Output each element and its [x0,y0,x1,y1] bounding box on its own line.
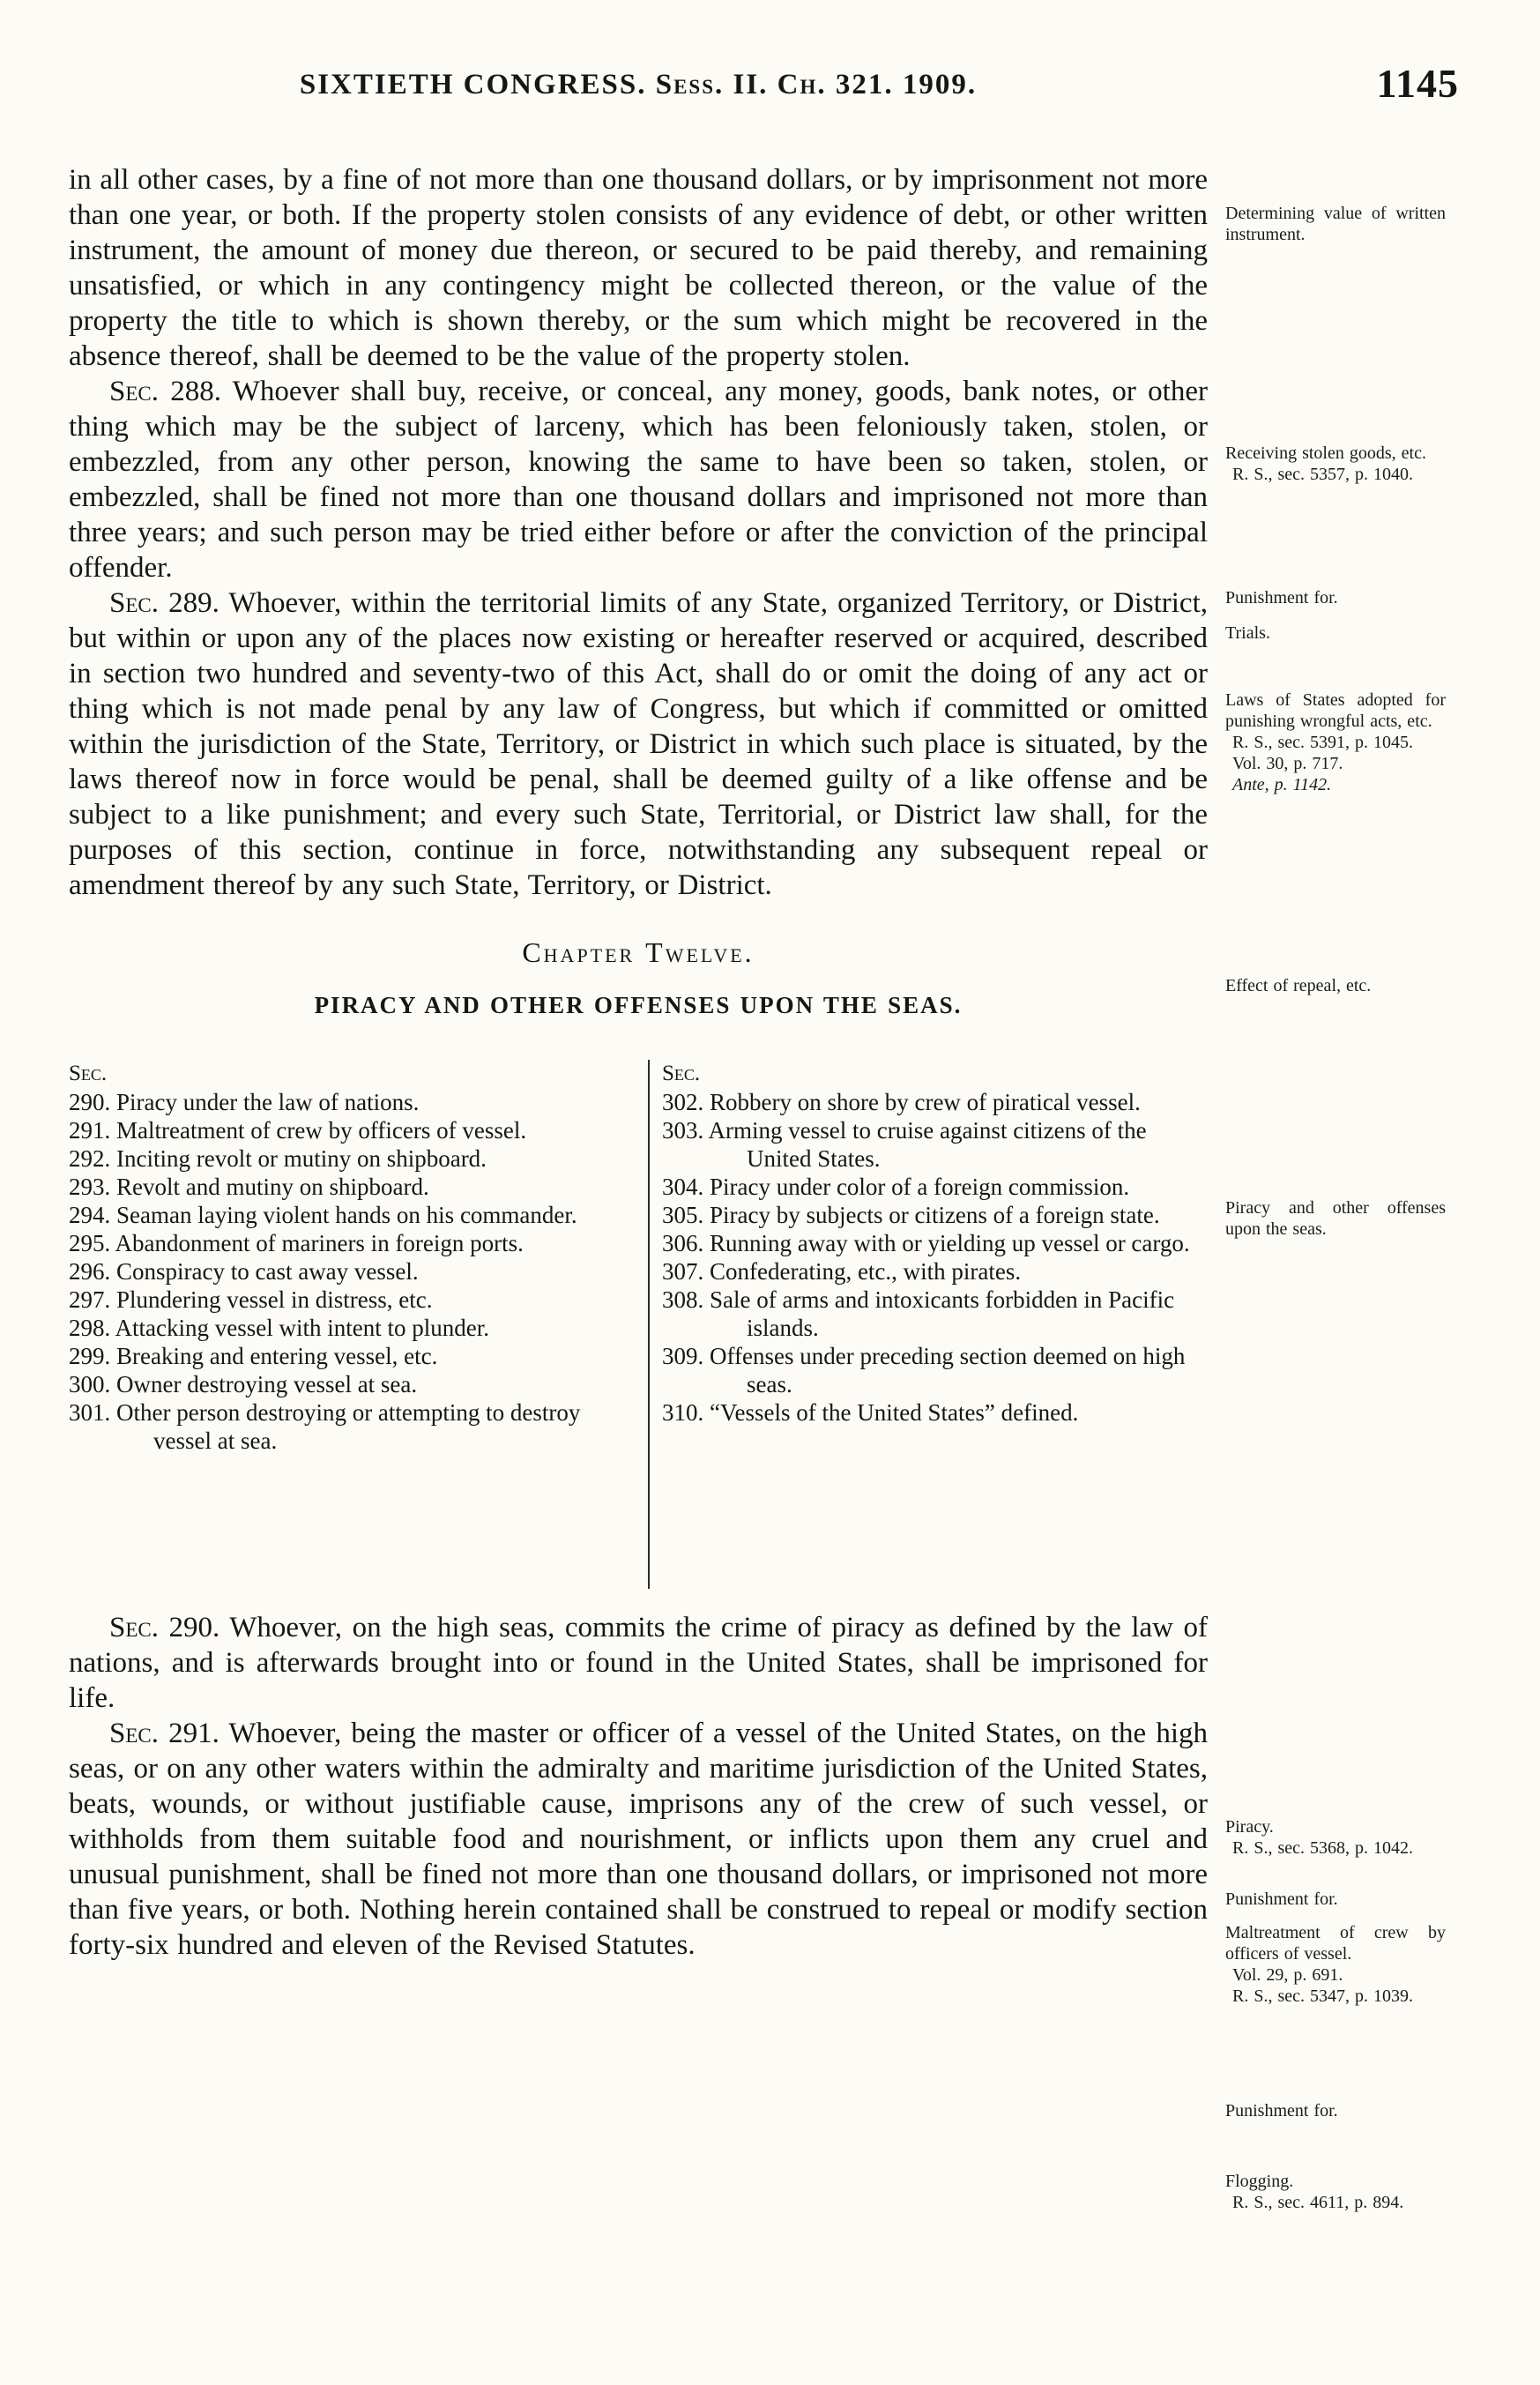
page-header [0,61,1540,109]
toc-item-303 [662,1116,1208,1173]
toc-item-number: 308. [662,1286,704,1313]
toc-item-text: Confederating, etc., with pirates. [710,1258,1022,1285]
margin-note-effect-of-repeal [1225,975,1446,996]
section-label-289: Sec. 289. [109,587,219,619]
margin-note-line: Piracy. [1225,1817,1274,1837]
margin-note-determining-value [1225,203,1446,245]
toc-item-309 [662,1342,1208,1398]
toc-item-text: Arming vessel to cruise against citizens of the United States. [708,1117,1147,1172]
paragraph-sec-288 [69,374,1208,585]
toc-item-number: 298. [69,1315,111,1341]
toc-item-307 [662,1257,1208,1286]
margin-note-line: Flogging. [1225,2172,1294,2191]
toc-item-number: 303. [662,1117,704,1144]
toc-item-text: Maltreatment of crew by officers of vessel. [116,1117,527,1144]
toc-item-text: Abandonment of mariners in foreign ports. [115,1230,524,1256]
margin-note-punishment-for-2 [1225,1889,1446,1910]
section-text-289: Whoever, within the territorial limits of any State, organized Territory, or District, but within or upon any of the places now existing or hereafter reserved or acquired, described in section two hundred and seventy-two of this Act, shall do or omit the doing of any act or thing which is not made penal by any law of Congress, but which if committed or omitted within the jurisdiction of the State, Territory, or District in which such place is situated, by the laws thereof now in force would be penal, shall be deemed guilty of a like offense and be subject to a like punishment; and every such State, Territorial, or District law shall, for the purposes of this section, continue in force, notwithstanding any subsequent repeal or amendment thereof by any such State, Territory, or District. [69,587,1208,901]
section-label-288: Sec. 288. [109,376,222,407]
toc-item-number: 300. [69,1371,111,1397]
toc-item-text: Breaking and entering vessel, etc. [116,1343,438,1369]
toc-item-text: Offenses under preceding section deemed on high seas. [710,1343,1186,1397]
margin-note-line: Piracy and other offenses upon the seas. [1225,1198,1446,1239]
toc-item-296 [69,1257,637,1286]
toc-item-291 [69,1116,637,1144]
margin-note-line: Maltreatment of crew by officers of vessel. [1225,1923,1446,1964]
toc-item-text: Seaman laying violent hands on his commander. [116,1202,577,1228]
paragraph-sec-290 [69,1610,1208,1716]
toc-item-290 [69,1088,637,1116]
toc-item-305 [662,1201,1208,1229]
margin-note-citation: Vol. 29, p. 691. [1232,1965,1343,1985]
section-text-288: Whoever shall buy, receive, or conceal, any money, goods, bank notes, or other thing which may be the subject of larceny, which has been feloniously taken, stolen, or embezzled, from any other person, knowing the same to have been so taken, stolen, or embezzled, shall be fined not more than one thousand dollars and imprisoned not more than three years; and such person may be tried either before or after the conviction of the principal offender. [69,376,1208,584]
toc-item-text: Revolt and mutiny on shipboard. [116,1174,429,1200]
main-text-column [69,162,1208,1963]
chapter-heading: Chapter Twelve. [522,936,755,968]
margin-note-line: Punishment for. [1225,588,1338,607]
margin-note-punishment-for-1 [1225,587,1446,608]
toc-item-number: 306. [662,1230,704,1256]
toc-item-295 [69,1229,637,1257]
margin-note-line: Receiving stolen goods, etc. [1225,443,1426,463]
toc-item-text: Owner destroying vessel at sea. [116,1371,418,1397]
toc-item-text: Piracy under color of a foreign commission. [710,1174,1130,1200]
toc-item-number: 297. [69,1286,111,1313]
toc-item-number: 292. [69,1145,111,1172]
toc-item-text: “Vessels of the United States” defined. [710,1399,1079,1426]
toc-item-text: Sale of arms and intoxicants forbidden in Pacific islands. [710,1286,1175,1341]
toc-item-294 [69,1201,637,1229]
toc-item-text: Inciting revolt or mutiny on shipboard. [116,1145,487,1172]
paragraph-intro: in all other cases, by a fine of not more than one thousand dollars, or by imprisonment not more than one year, or both. If the property stolen consists of any evidence of debt, or other written instrument, the amount of money due thereon, or secured to be paid thereby, and remaining unsatisfied, or which in any contingency might be collected thereon, or the value of the property the title to which is shown thereby, or the sum which might be recovered in the absence thereof, shall be deemed to be the value of the property stolen. [69,164,1208,372]
margin-note-trials [1225,622,1446,644]
toc-item-297 [69,1286,637,1314]
toc-item-number: 309. [662,1343,704,1369]
toc-item-text: Piracy under the law of nations. [116,1089,420,1115]
margin-note-laws-of-states [1225,689,1446,795]
toc-item-300 [69,1370,637,1398]
toc-item-number: 295. [69,1230,111,1256]
margin-note-citation: Ante, p. 1142. [1232,775,1332,794]
toc-item-text: Conspiracy to cast away vessel. [116,1258,419,1285]
toc-item-302 [662,1088,1208,1116]
margin-note-piracy [1225,1816,1446,1859]
section-text-290: Whoever, on the high seas, commits the crime of piracy as defined by the law of nations, and is afterwards brought into or found in the United States, shall be imprisoned for life. [69,1612,1208,1714]
toc-item-number: 310. [662,1399,704,1426]
margin-note-flogging [1225,2171,1446,2213]
margin-note-line: Trials. [1225,623,1270,643]
margin-note-citation: R. S., sec. 4611, p. 894. [1232,2193,1404,2212]
toc-item-304 [662,1173,1208,1201]
section-list-divider [648,1060,650,1589]
paragraph-sec-289 [69,585,1208,903]
toc-item-number: 302. [662,1089,704,1115]
section-list-right-header: Sec. [662,1062,701,1085]
section-list-left-column [69,1060,637,1589]
toc-item-number: 299. [69,1343,111,1369]
toc-item-number: 291. [69,1117,111,1144]
paragraph-sec-291 [69,1716,1208,1963]
toc-item-text: Robbery on shore by crew of piratical vessel. [710,1089,1141,1115]
toc-item-text: Plundering vessel in distress, etc. [116,1286,433,1313]
toc-item-number: 307. [662,1258,704,1285]
toc-item-310 [662,1398,1208,1427]
toc-item-text: Piracy by subjects or citizens of a foreign state. [710,1202,1160,1228]
section-list [69,1060,1208,1589]
toc-item-306 [662,1229,1208,1257]
chapter-subtitle: PIRACY AND OTHER OFFENSES UPON THE SEAS. [314,992,963,1018]
toc-item-number: 296. [69,1258,111,1285]
toc-item-292 [69,1144,637,1173]
toc-item-number: 293. [69,1174,111,1200]
margin-note-receiving-stolen-goods [1225,443,1446,485]
toc-item-number: 301. [69,1399,111,1426]
toc-item-number: 305. [662,1202,704,1228]
margin-note-line: Punishment for. [1225,1889,1338,1909]
toc-item-text: Running away with or yielding up vessel or cargo. [710,1230,1190,1256]
toc-item-number: 290. [69,1089,111,1115]
margin-note-citation: R. S., sec. 5347, p. 1039. [1232,1986,1413,2006]
toc-item-number: 304. [662,1174,704,1200]
margin-note-citation: R. S., sec. 5391, p. 1045. [1232,733,1413,752]
margin-note-citation: R. S., sec. 5368, p. 1042. [1232,1838,1413,1858]
section-list-right-column [662,1060,1208,1589]
margin-note-line: Effect of repeal, etc. [1225,976,1372,995]
toc-item-299 [69,1342,637,1370]
margin-note-line: Determining value of written instrument. [1225,204,1446,244]
toc-item-308 [662,1286,1208,1342]
running-head: SIXTIETH CONGRESS. Sess. II. Ch. 321. 1909. [299,69,978,101]
toc-item-301 [69,1398,637,1455]
margin-note-piracy-and-other-offenses [1225,1197,1446,1240]
margin-note-citation: Vol. 30, p. 717. [1232,754,1343,773]
toc-item-number: 294. [69,1202,111,1228]
toc-item-text: Other person destroying or attempting to destroy vessel at sea. [116,1399,581,1454]
margin-note-line: Punishment for. [1225,2101,1338,2120]
section-label-290: Sec. 290. [109,1612,220,1643]
toc-item-text: Attacking vessel with intent to plunder. [115,1315,489,1341]
section-label-291: Sec. 291. [109,1718,219,1749]
toc-item-293 [69,1173,637,1201]
margin-note-citation: R. S., sec. 5357, p. 1040. [1232,465,1413,484]
margin-note-line: Laws of States adopted for punishing wrongful acts, etc. [1225,690,1446,731]
section-list-left-header: Sec. [69,1062,108,1085]
page-content [0,162,1540,2212]
section-text-291: Whoever, being the master or officer of a vessel of the United States, on the high seas, or on any other waters within the admiralty and maritime jurisdiction of the United States, beats, wounds, or without justifiable cause, imprisons any of the crew of such vessel, or withholds from them suitable food and nourishment, or inflicts upon them any cruel and unusual punishment, shall be fined not more than one thousand dollars, or imprisoned not more than five years, or both. Nothing herein contained shall be construed to repeal or modify section forty-six hundred and eleven of the Revised Statutes. [69,1718,1208,1961]
margin-note-punishment-for-3 [1225,2100,1446,2121]
page-number: 1145 [1376,61,1459,106]
toc-item-298 [69,1314,637,1342]
margin-note-maltreatment [1225,1922,1446,2007]
